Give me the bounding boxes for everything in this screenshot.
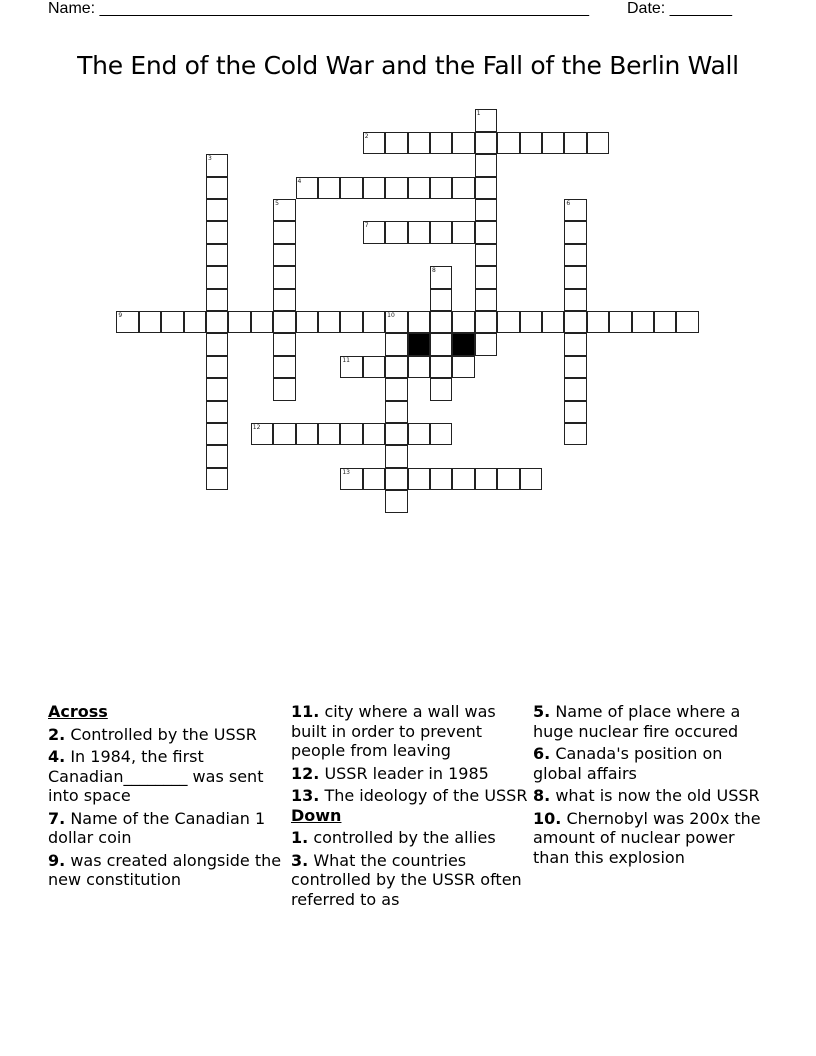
clue-down-1 bbox=[291, 828, 531, 848]
grid-cell[interactable] bbox=[273, 266, 295, 288]
grid-cell[interactable] bbox=[206, 445, 228, 467]
grid-cell[interactable] bbox=[206, 333, 228, 355]
clue-text: city where a wall was built in order to prevent people from leaving bbox=[291, 702, 496, 760]
clue-down-8 bbox=[533, 786, 773, 806]
grid-cell[interactable] bbox=[296, 311, 318, 333]
grid-cell[interactable] bbox=[430, 289, 452, 311]
grid-cell[interactable] bbox=[475, 468, 497, 490]
clue-down-5 bbox=[533, 702, 773, 741]
grid-cell[interactable] bbox=[206, 468, 228, 490]
grid-cell[interactable] bbox=[520, 468, 542, 490]
grid-cell[interactable] bbox=[475, 177, 497, 199]
cell-number: 7 bbox=[364, 222, 369, 230]
grid-cell[interactable] bbox=[385, 221, 407, 243]
grid-cell[interactable] bbox=[542, 311, 564, 333]
clue-text: was created alongside the new constitution bbox=[48, 850, 282, 889]
grid-cell[interactable] bbox=[452, 221, 474, 243]
clue-number: 2. bbox=[48, 724, 66, 744]
grid-cell[interactable] bbox=[408, 311, 430, 333]
grid-cell[interactable] bbox=[430, 311, 452, 333]
grid-cell[interactable] bbox=[542, 132, 564, 154]
cell-number: 13 bbox=[342, 468, 350, 476]
grid-cell[interactable] bbox=[676, 311, 698, 333]
clues-column-3 bbox=[533, 702, 773, 870]
grid-cell[interactable] bbox=[475, 221, 497, 243]
grid-cell[interactable] bbox=[206, 401, 228, 423]
grid-cell[interactable] bbox=[430, 132, 452, 154]
grid-cell[interactable] bbox=[385, 490, 407, 512]
grid-cell[interactable] bbox=[273, 333, 295, 355]
grid-cell[interactable] bbox=[385, 401, 407, 423]
clue-text: The ideology of the USSR bbox=[324, 786, 528, 805]
grid-cell[interactable] bbox=[385, 423, 407, 445]
clue-across-4 bbox=[48, 747, 288, 806]
grid-cell[interactable] bbox=[564, 401, 586, 423]
grid-cell[interactable] bbox=[273, 244, 295, 266]
clue-text: Chernobyl was 200x the amount of nuclear power than this explosion bbox=[533, 808, 761, 867]
grid-cell[interactable] bbox=[273, 356, 295, 378]
grid-cell[interactable] bbox=[363, 311, 385, 333]
cell-number: 12 bbox=[252, 423, 261, 431]
grid-cell[interactable] bbox=[318, 311, 340, 333]
grid-cell[interactable] bbox=[385, 378, 407, 400]
grid-cell[interactable] bbox=[206, 221, 228, 243]
clue-number: 10. bbox=[533, 808, 562, 828]
grid-cell[interactable] bbox=[206, 266, 228, 288]
clues-column-2 bbox=[291, 702, 531, 912]
grid-cell[interactable] bbox=[206, 244, 228, 266]
grid-cell[interactable] bbox=[363, 468, 385, 490]
clue-across-9 bbox=[48, 851, 288, 890]
clue-number: 3. bbox=[291, 850, 309, 870]
grid-cell[interactable] bbox=[363, 356, 385, 378]
grid-cell[interactable] bbox=[318, 423, 340, 445]
black-cell bbox=[408, 333, 430, 355]
clue-text: USSR leader in 1985 bbox=[324, 763, 489, 783]
grid-cell[interactable] bbox=[363, 132, 385, 154]
grid-cell[interactable] bbox=[251, 423, 273, 445]
grid-cell[interactable] bbox=[385, 333, 407, 355]
grid-cell[interactable] bbox=[475, 244, 497, 266]
grid-cell[interactable] bbox=[228, 311, 250, 333]
clue-number: 13. bbox=[291, 786, 320, 805]
page-title: The End of the Cold War and the Fall of the Berlin Wall bbox=[77, 51, 739, 80]
grid-cell[interactable] bbox=[452, 468, 474, 490]
grid-cell[interactable] bbox=[497, 132, 519, 154]
grid-cell[interactable] bbox=[564, 333, 586, 355]
grid-cell[interactable] bbox=[564, 199, 586, 221]
clues-column-1 bbox=[48, 702, 288, 893]
grid-cell[interactable] bbox=[340, 468, 362, 490]
grid-cell[interactable] bbox=[475, 132, 497, 154]
grid-cell[interactable] bbox=[206, 199, 228, 221]
grid-cell[interactable] bbox=[340, 356, 362, 378]
grid-cell[interactable] bbox=[452, 356, 474, 378]
grid-cell[interactable] bbox=[385, 356, 407, 378]
grid-cell[interactable] bbox=[452, 311, 474, 333]
clue-across-2 bbox=[48, 725, 288, 745]
cell-number: 11 bbox=[342, 356, 350, 364]
grid-cell[interactable] bbox=[475, 154, 497, 176]
grid-cell[interactable] bbox=[632, 311, 654, 333]
grid-cell[interactable] bbox=[587, 311, 609, 333]
grid-cell[interactable] bbox=[206, 356, 228, 378]
grid-cell[interactable] bbox=[564, 266, 586, 288]
grid-cell[interactable] bbox=[363, 221, 385, 243]
grid-cell[interactable] bbox=[609, 311, 631, 333]
grid-cell[interactable] bbox=[273, 289, 295, 311]
grid-cell[interactable] bbox=[161, 311, 183, 333]
grid-cell[interactable] bbox=[206, 177, 228, 199]
grid-cell[interactable] bbox=[430, 423, 452, 445]
cell-number: 1 bbox=[476, 110, 481, 118]
grid-cell[interactable] bbox=[475, 333, 497, 355]
clue-text: controlled by the allies bbox=[313, 828, 496, 847]
grid-cell[interactable] bbox=[363, 177, 385, 199]
clue-text: Name of place where a huge nuclear fire occured bbox=[533, 702, 741, 741]
grid-cell[interactable] bbox=[206, 423, 228, 445]
grid-cell[interactable] bbox=[475, 311, 497, 333]
grid-cell[interactable] bbox=[385, 468, 407, 490]
grid-cell[interactable] bbox=[139, 311, 161, 333]
grid-cell[interactable] bbox=[273, 221, 295, 243]
grid-cell[interactable] bbox=[564, 132, 586, 154]
grid-cell[interactable] bbox=[385, 132, 407, 154]
clue-number: 7. bbox=[48, 808, 66, 828]
grid-cell[interactable] bbox=[408, 468, 430, 490]
grid-cell[interactable] bbox=[273, 199, 295, 221]
grid-cell[interactable] bbox=[430, 356, 452, 378]
cell-number: 6 bbox=[566, 199, 571, 207]
grid-cell[interactable] bbox=[564, 423, 586, 445]
clue-down-3 bbox=[291, 851, 531, 910]
black-cell bbox=[452, 333, 474, 355]
clue-number: 8. bbox=[533, 786, 551, 805]
clue-text: Canada's position on global affairs bbox=[533, 744, 723, 783]
grid-cell[interactable] bbox=[587, 132, 609, 154]
grid-cell[interactable] bbox=[564, 356, 586, 378]
grid-cell[interactable] bbox=[340, 177, 362, 199]
grid-cell[interactable] bbox=[430, 266, 452, 288]
grid-cell[interactable] bbox=[273, 378, 295, 400]
grid-cell[interactable] bbox=[475, 289, 497, 311]
grid-cell[interactable] bbox=[206, 311, 228, 333]
grid-cell[interactable] bbox=[654, 311, 676, 333]
grid-cell[interactable] bbox=[273, 423, 295, 445]
clue-number: 12. bbox=[291, 763, 320, 783]
clue-across-7 bbox=[48, 809, 288, 848]
name-field[interactable]: Name: _______________________________________________________ bbox=[48, 0, 589, 17]
grid-cell[interactable] bbox=[408, 177, 430, 199]
clue-across-13 bbox=[291, 786, 531, 806]
grid-cell[interactable] bbox=[206, 154, 228, 176]
grid-cell[interactable] bbox=[116, 311, 138, 333]
grid-cell[interactable] bbox=[430, 221, 452, 243]
clue-number: 9. bbox=[48, 850, 66, 870]
grid-cell[interactable] bbox=[430, 378, 452, 400]
grid-cell[interactable] bbox=[564, 311, 586, 333]
grid-cell[interactable] bbox=[475, 109, 497, 131]
grid-cell[interactable] bbox=[452, 177, 474, 199]
grid-cell[interactable] bbox=[564, 221, 586, 243]
grid-cell[interactable] bbox=[385, 177, 407, 199]
clue-down-6 bbox=[533, 744, 773, 783]
grid-cell[interactable] bbox=[273, 311, 295, 333]
clue-number: 11. bbox=[291, 702, 320, 721]
cell-number: 4 bbox=[297, 177, 302, 185]
grid-cell[interactable] bbox=[184, 311, 206, 333]
clue-across-12 bbox=[291, 764, 531, 784]
grid-cell[interactable] bbox=[408, 423, 430, 445]
cell-number: 5 bbox=[275, 199, 279, 207]
grid-cell[interactable] bbox=[296, 423, 318, 445]
grid-cell[interactable] bbox=[363, 423, 385, 445]
grid-cell[interactable] bbox=[340, 423, 362, 445]
grid-cell[interactable] bbox=[497, 468, 519, 490]
grid-cell[interactable] bbox=[520, 311, 542, 333]
grid-cell[interactable] bbox=[385, 445, 407, 467]
grid-cell[interactable] bbox=[206, 378, 228, 400]
grid-cell[interactable] bbox=[475, 266, 497, 288]
grid-cell[interactable] bbox=[497, 311, 519, 333]
grid-cell[interactable] bbox=[430, 468, 452, 490]
clue-across-11 bbox=[291, 702, 531, 761]
grid-cell[interactable] bbox=[475, 199, 497, 221]
clue-down-10 bbox=[533, 809, 773, 868]
cell-number: 10 bbox=[387, 311, 395, 319]
grid-cell[interactable] bbox=[430, 333, 452, 355]
date-field[interactable]: Date: _______ bbox=[627, 0, 732, 17]
clue-text: Name of the Canadian 1 dollar coin bbox=[48, 808, 266, 847]
clue-text: What the countries controlled by the USSR often referred to as bbox=[291, 850, 522, 909]
grid-cell[interactable] bbox=[408, 356, 430, 378]
clue-number: 1. bbox=[291, 828, 309, 847]
grid-cell[interactable] bbox=[564, 289, 586, 311]
clue-number: 6. bbox=[533, 744, 551, 763]
grid-cell[interactable] bbox=[318, 177, 340, 199]
grid-cell[interactable] bbox=[251, 311, 273, 333]
clue-text: what is now the old USSR bbox=[555, 786, 760, 805]
grid-cell[interactable] bbox=[520, 132, 542, 154]
cell-number: 3 bbox=[207, 155, 212, 163]
down-heading: Down bbox=[291, 805, 342, 825]
across-heading: Across bbox=[48, 702, 108, 721]
grid-cell[interactable] bbox=[206, 289, 228, 311]
grid-cell[interactable] bbox=[296, 177, 318, 199]
grid-cell[interactable] bbox=[408, 221, 430, 243]
grid-cell[interactable] bbox=[452, 132, 474, 154]
clue-number: 4. bbox=[48, 747, 66, 766]
grid-cell[interactable] bbox=[340, 311, 362, 333]
cell-number: 9 bbox=[118, 311, 123, 319]
grid-cell[interactable] bbox=[408, 132, 430, 154]
grid-cell[interactable] bbox=[564, 244, 586, 266]
grid-cell[interactable] bbox=[430, 177, 452, 199]
clue-text: Controlled by the USSR bbox=[70, 724, 257, 744]
clue-number: 5. bbox=[533, 702, 551, 721]
clue-text: In 1984, the first Canadian________ was sent into space bbox=[48, 747, 264, 805]
grid-cell[interactable] bbox=[385, 311, 407, 333]
cell-number: 2 bbox=[364, 132, 369, 140]
cell-number: 8 bbox=[431, 267, 436, 275]
grid-cell[interactable] bbox=[564, 378, 586, 400]
